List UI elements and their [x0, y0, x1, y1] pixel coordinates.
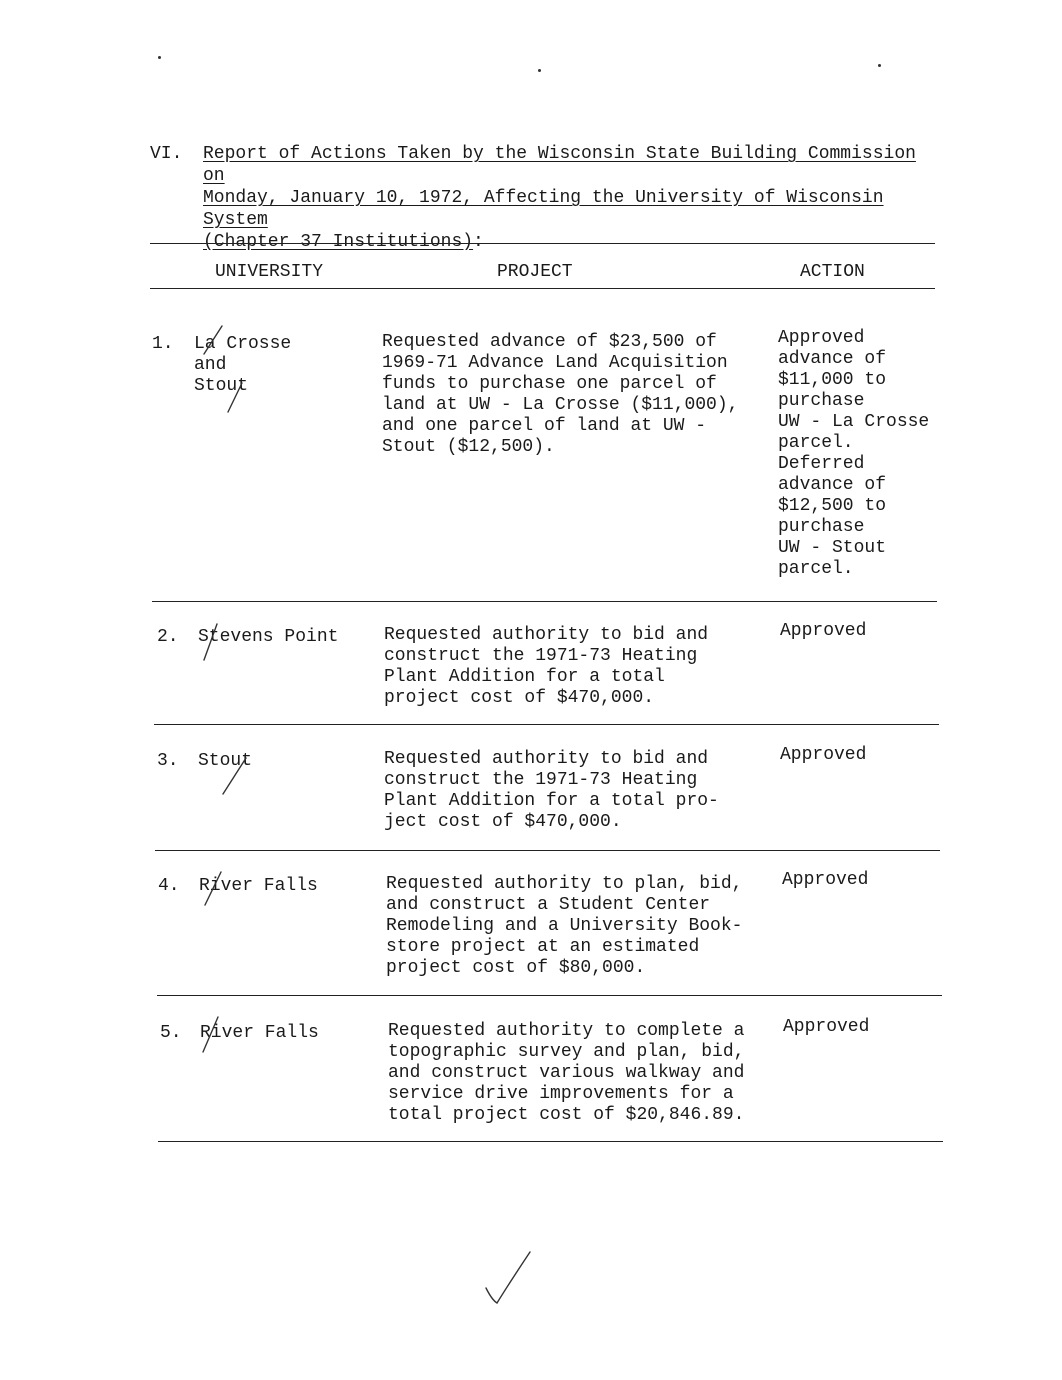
row-project: Requested authority to bid and construct the 1971-73 Heating Plant Addition for a total pro- ject cost of $470,000.	[384, 749, 719, 832]
row-university: La Crosse and Stout	[194, 334, 292, 396]
title-line-2: Monday, January 10, 1972, Affecting the University of Wisconsin System	[203, 188, 884, 230]
row-number: 4.	[158, 876, 180, 896]
row-university: River Falls	[199, 876, 318, 896]
row-action: Approved advance of $11,000 to purchase UW - La Crosse parcel. Deferred advance of $12,500 to purchase UW - Stout parcel.	[778, 328, 930, 579]
row-action: Approved	[780, 745, 867, 765]
row-project: Requested authority to plan, bid, and construct a Student Center Remodeling and a University Book- store project at an estimated project cost of $80,000.	[386, 874, 743, 978]
row-number: 3.	[157, 751, 179, 771]
section-number: VI.	[150, 144, 183, 164]
row-university: River Falls	[200, 1023, 319, 1043]
row-university: Stevens Point	[198, 627, 339, 647]
row-action: Approved	[783, 1017, 870, 1037]
row-number: 1.	[152, 334, 174, 354]
pen-slash-icon	[204, 326, 222, 354]
row-project: Requested authority to complete a topographic survey and plan, bid, and construct various walkway and service drive improvements for a total project cost of $20,846.89.	[388, 1021, 745, 1125]
column-header-action: ACTION	[800, 262, 865, 282]
pen-slash-icon	[204, 624, 217, 660]
check-mark-icon	[486, 1252, 530, 1303]
title-line-3: (Chapter 37 Institutions)	[203, 232, 474, 252]
row-project: Requested authority to bid and construct the 1971-73 Heating Plant Addition for a total project cost of $470,000.	[384, 625, 709, 708]
pen-slash-icon	[223, 758, 246, 794]
row-university: Stout	[198, 751, 253, 771]
pen-slash-icon	[205, 872, 221, 905]
row-action: Approved	[780, 621, 867, 641]
row-action: Approved	[782, 870, 869, 890]
column-header-university: UNIVERSITY	[215, 262, 324, 282]
title-suffix: :	[473, 232, 484, 252]
title-line-1: Report of Actions Taken by the Wisconsin State Building Commission on	[203, 144, 916, 186]
pen-slash-icon	[228, 383, 242, 412]
column-header-project: PROJECT	[497, 262, 573, 282]
pen-slash-icon	[203, 1017, 218, 1052]
row-project: Requested advance of $23,500 of 1969-71 Advance Land Acquisition funds to purchase one parcel of land at UW - La Crosse ($11,000), and one parcel of land at UW - Stout ($12,500).	[382, 332, 739, 457]
row-number: 2.	[157, 627, 179, 647]
row-number: 5.	[160, 1023, 182, 1043]
